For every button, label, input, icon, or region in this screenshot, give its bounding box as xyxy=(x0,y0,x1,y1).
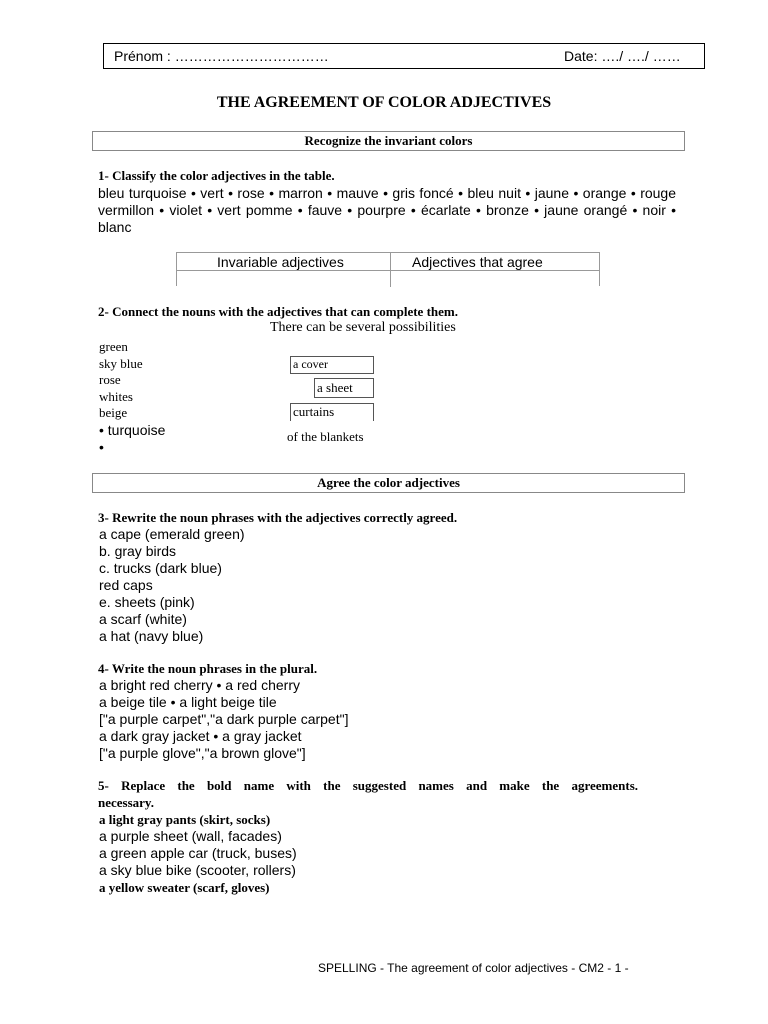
list-item: a purple sheet (wall, facades) xyxy=(99,828,282,844)
table-divider xyxy=(390,253,391,287)
list-item: e. sheets (pink) xyxy=(99,594,195,610)
q4-title: 4- Write the noun phrases in the plural. xyxy=(98,661,318,676)
list-item: ["a purple glove","a brown glove"] xyxy=(99,745,306,761)
q5-title-cont: necessary. xyxy=(98,795,154,810)
adjective-item: beige xyxy=(99,405,128,421)
q4-list xyxy=(99,677,348,762)
noun-box-sheet: a sheet xyxy=(314,378,374,398)
adjective-item: whites xyxy=(99,388,133,404)
section-heading-invariant: Recognize the invariant colors xyxy=(92,131,685,151)
list-item: red caps xyxy=(99,577,153,593)
list-item: a scarf (white) xyxy=(99,611,187,627)
q2-title: 2- Connect the nouns with the adjectives that can complete them. xyxy=(98,304,458,319)
adjective-item: rose xyxy=(99,372,121,388)
list-item: a dark gray jacket • a gray jacket xyxy=(99,728,302,744)
q1-word-list: bleu turquoise • vert • rose • marron • mauve • gris foncé • bleu nuit • jaune • orange • rouge vermillon • violet • vert pomme • fauve • pourpre • écarlate • bronze • jaune orangé • noir • blanc xyxy=(98,185,676,235)
header-box xyxy=(103,43,705,69)
adjective-list xyxy=(99,339,165,455)
list-item: a light gray pants (skirt, socks) xyxy=(99,812,271,827)
list-item: a hat (navy blue) xyxy=(99,628,204,644)
adjective-item: sky blue xyxy=(99,355,143,371)
name-field-label: Prénom : …………………………… xyxy=(114,48,329,64)
q5-title: 5- Replace the bold name with the suggested names and make the agreements. xyxy=(98,778,638,793)
table-header-invariable: Invariable adjectives xyxy=(177,253,390,271)
list-item: ["a purple carpet","a dark purple carpet"] xyxy=(99,711,349,727)
page-title: THE AGREEMENT OF COLOR ADJECTIVES xyxy=(216,94,552,111)
section-heading-agree: Agree the color adjectives xyxy=(92,473,685,493)
q1-title: 1- Classify the color adjectives in the table. xyxy=(98,168,335,183)
q3-title: 3- Rewrite the noun phrases with the adjectives correctly agreed. xyxy=(98,510,458,525)
classification-table xyxy=(176,252,600,286)
page-footer: SPELLING - The agreement of color adjectives - CM2 - 1 - xyxy=(318,961,629,975)
noun-box-cover: a cover xyxy=(290,356,374,374)
list-item: b. gray birds xyxy=(99,543,177,559)
noun-box-curtains: curtains xyxy=(290,403,374,421)
noun-blankets: of the blankets xyxy=(287,429,364,444)
adjective-item: • xyxy=(99,438,104,455)
list-item: a sky blue bike (scooter, rollers) xyxy=(99,862,296,878)
q2-subtitle: There can be several possibilities xyxy=(270,320,456,335)
date-field-label: Date: …./ …./ …… xyxy=(564,48,681,64)
list-item: a cape (emerald green) xyxy=(99,526,245,542)
adjective-item: • turquoise xyxy=(99,421,166,438)
table-header-agree: Adjectives that agree xyxy=(390,253,599,271)
list-item: a yellow sweater (scarf, gloves) xyxy=(99,880,270,895)
list-item: c. trucks (dark blue) xyxy=(99,560,222,576)
list-item: a beige tile • a light beige tile xyxy=(99,694,277,710)
adjective-item: green xyxy=(99,339,128,354)
q3-list xyxy=(99,526,245,645)
q5-list xyxy=(99,811,297,896)
list-item: a green apple car (truck, buses) xyxy=(99,845,297,861)
list-item: a bright red cherry • a red cherry xyxy=(99,677,300,693)
